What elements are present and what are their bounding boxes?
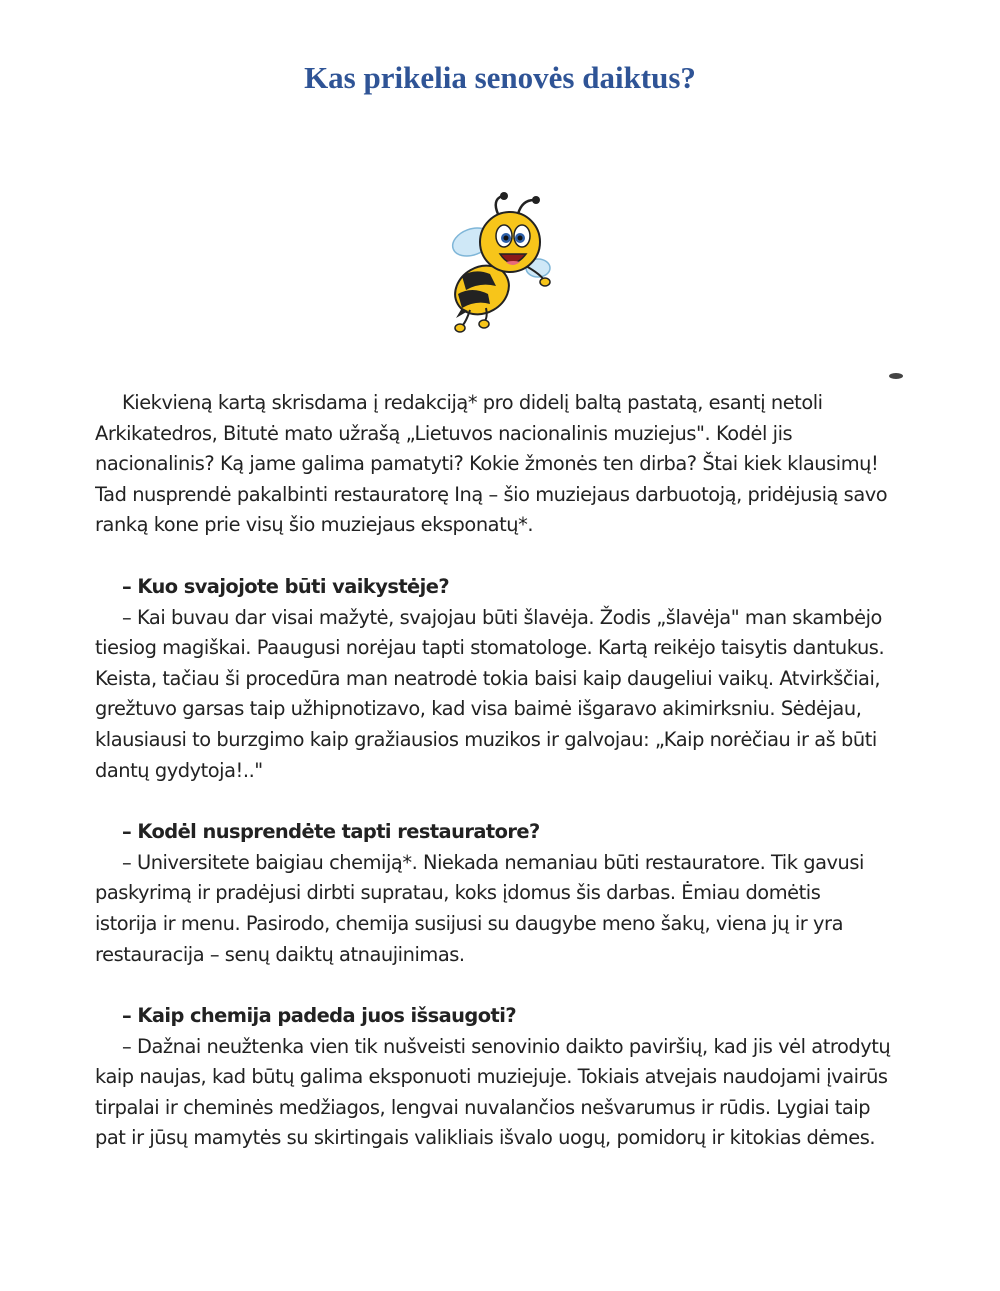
qa-block-restorer	[95, 817, 945, 970]
text-line: Kiekvieną kartą skrisdama į redakciją* pro didelį baltą pastatą, esantį netoli	[122, 391, 823, 414]
article-body	[95, 388, 945, 1154]
answer-line: grežtuvo garsas taip užhipnotizavo, kad visa baimė išgaravo akimirksniu. Sėdėjau,	[95, 697, 862, 721]
intro-paragraph	[95, 388, 945, 541]
answer-line: tirpalai ir cheminės medžiagos, lengvai nuvalančios nešvarumus ir rūdis. Lygiai taip	[95, 1095, 871, 1119]
answer-line: – Kai buvau dar visai mažytė, svajojau būti šlavėja. Žodis „šlavėja" man skambėjo	[122, 605, 882, 629]
answer-line: pat ir jūsų mamytės su skirtingais valikliais išvalo uogų, pomidorų ir kitokias dėmes.	[95, 1126, 876, 1150]
answer-line: klausiausi to burzgimo kaip gražiausios muzikos ir galvojau: „Kaip norėčiau ir aš būti	[95, 727, 877, 751]
text-line: nacionalinis? Ką jame galima pamatyti? Kokie žmonės ten dirba? Štai kiek klausimų!	[95, 452, 879, 476]
text-line: Arkikatedros, Bitutė mato užrašą „Lietuvos nacionalinis muziejus". Kodėl jis	[95, 421, 793, 445]
question-heading: – Kuo svajojote būti vaikystėje?	[122, 574, 450, 598]
answer-line: – Dažnai neužtenka vien tik nušveisti senovinio daikto paviršių, kad jis vėl atrodytų	[122, 1034, 891, 1058]
question-heading: – Kodėl nusprendėte tapti restauratore?	[122, 820, 540, 844]
answer-line: Keista, tačiau ši procedūra man neatrodė tokia baisi kaip daugeliui vaikų. Atvirkščiai,	[95, 666, 881, 690]
answer-line: restauracija – senų daiktų atnaujinimas.	[95, 942, 465, 966]
answer-line: kaip naujas, kad būtų galima eksponuoti muziejuje. Tokiais atvejais naudojami įvairūs	[95, 1065, 888, 1089]
question-heading: – Kaip chemija padeda juos išsaugoti?	[122, 1004, 517, 1028]
answer-line: – Universitete baigiau chemiją*. Niekada nemaniau būti restauratore. Tik gavusi	[122, 850, 864, 874]
answer-line: istorija ir menu. Pasirodo, chemija susijusi su daugybe meno šakų, viena jų ir yra	[95, 911, 844, 935]
text-line: ranką kone prie visų šio muziejaus eksponatų*.	[95, 513, 534, 537]
text-line: Tad nusprendė pakalbinti restauratorę Iną – šio muziejaus darbuotoją, pridėjusią savo	[95, 482, 888, 506]
answer-line: tiesiog magiškai. Paaugusi norėjau tapti stomatologe. Kartą reikėjo taisytis dantukus.	[95, 636, 885, 660]
answer-line: dantų gydytoja!.."	[95, 758, 263, 782]
page-title: Kas prikelia senovės daiktus?	[304, 60, 696, 95]
answer-line: paskyrimą ir pradėjusi dirbti supratau, koks įdomus šis darbas. Ėmiau domėtis	[95, 881, 821, 905]
bee-illustration	[440, 190, 560, 340]
qa-block-chemistry	[95, 1001, 945, 1154]
ink-smudge	[888, 372, 904, 380]
qa-block-childhood	[95, 572, 945, 786]
